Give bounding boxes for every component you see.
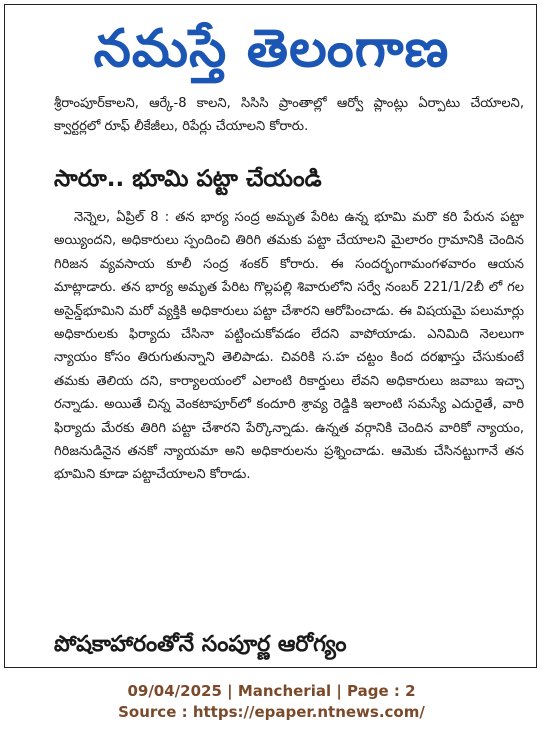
footer-date-edition: 09/04/2025 | Mancherial | Page : 2 [127,682,416,700]
article-headline: సారూ.. భూమి పట్టా చేయండి [54,166,322,192]
footer-source-link[interactable]: Source : https://epaper.ntnews.com/ [118,703,425,721]
article-body: నెన్నెల, ఏప్రిల్ 8 : తన భార్య సంద్ర అమృత పేరిట ఉన్న భూమి మరొ కరి పేరున పట్టా అయ్యిందని, అధికారులు స్పందించి తిరిగి తమకు పట్టా చేయాలని మైలారం గ్రామానికి చెందిన గిరిజన వ్యవసాయ కూలీ సంద్ర శంకర్ కోరారు. ఈ సందర్భంగామంగళవారం ఆయన మాట్లాడారు. తన భార్య అమృత పేరిట గొల్లపల్లి శివారులోని సర్వే నంబర్ 221/1/2బీ లో గల అసైన్డ్‌భూమిని మరో వ్యక్తికి అధికారులు పట్టా చేశారని ఆరోపించాడు. ఈ విషయమై పలుమార్లు అధికారులకు ఫిర్యాదు చేసినా పట్టించుకోవడం లేదని వాపోయాడు. ఎనిమిది నెలలుగా న్యాయం కోసం తిరుగుతున్నాని తెలిపాడు. చివరికి స.హ చట్టం కింద దరఖాస్తు చేసుకుంటే తమకు తెలియ దని, కార్యాలయంలో ఎలాంటి రికార్డులు లేవని అధికారులు జవాబు ఇచ్చా రన్నాడు. అయితే చిన్న వెంకటాపూర్‌లో కందూరి శ్రావ్య రెడ్డికి ఇలాంటి సమస్యే ఎదురైతే, వారి ఫిర్యాదు మేరకు తిరిగి పట్టా చేశారని పేర్కొన్నాడు. ఉన్నత వర్గానికి చెందిన వారికో న్యాయం, గిరిజనుడినైన తనకో న్యాయమా అని అధికారులను ప్రశ్నించాడు. ఆమెకు చేసినట్టుగానే తన భూమిని కూడా పట్టాచేయాలని కోరాడు. [54,210,524,483]
next-article-headline: పోషకాహారంతోనే సంపూర్ణ ఆరోగ్యం [54,632,347,657]
newspaper-masthead: నమస్తే తెలంగాణ [93,18,450,79]
intro-paragraph: శ్రీరాంపూర్‌కాలని, ఆర్కే-8 కాలని, సిసిసి ప్రాంతాల్లో ఆర్వో ప్లాంట్లు ఏర్పాటు చేయాలని, క్వార్టర్లలో రూఫ్ లీకేజీలు, రిపేర్లు చేయాలని కోరారు. [54,96,524,135]
